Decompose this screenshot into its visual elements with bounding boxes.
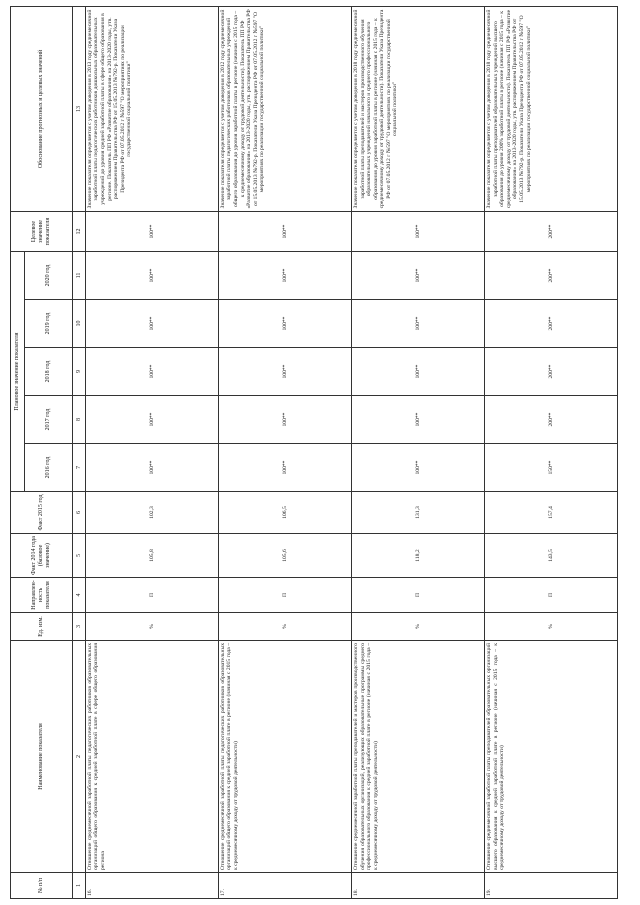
row-value-2020: 100** <box>351 252 484 300</box>
row-value-2018: 100** <box>351 348 484 396</box>
row-rationale: Значение показателя определяется с учетом доведения в 2012 году среднемесячной заработной платы педагогических работников образовательных учреждений общего образования до уровня заработной платы в регионе (начиная с 2015 года – к среднемесячному доходу от трудовой деятельности). Показатель ПП РФ «Развитие образования» на 2013-2020 годы, утв. распоряжением Правительства РФ от 15.05.2013 №792-р. Показатели Указа Президента РФ от 07.05.2012 г №597 "О мероприятиях по реализации государственной социальной политики" <box>218 7 351 212</box>
row-fact-2015: 157,4 <box>484 492 617 534</box>
column-number: 4 <box>73 578 86 613</box>
column-number-row <box>73 7 86 899</box>
row-value-2018: 200** <box>484 348 617 396</box>
header-name: Наименование показателя <box>11 641 73 873</box>
header-year: 2017 год <box>25 396 73 444</box>
column-number: 10 <box>73 300 86 348</box>
row-direction: П <box>351 578 484 613</box>
table-row <box>351 7 484 899</box>
row-value-2019: 100** <box>218 300 351 348</box>
row-fact-2014: 118,2 <box>351 534 484 578</box>
row-num: 19. <box>484 873 617 899</box>
column-number: 11 <box>73 252 86 300</box>
row-value-2017: 100** <box>351 396 484 444</box>
header-target: Целевое значение показателя <box>11 212 73 252</box>
table-row <box>484 7 617 899</box>
column-number: 2 <box>73 641 86 873</box>
header-num: № п/п <box>11 873 73 899</box>
column-number: 5 <box>73 534 86 578</box>
row-value-2018: 100** <box>85 348 218 396</box>
row-value-2020: 100** <box>85 252 218 300</box>
column-number: 13 <box>73 7 86 212</box>
row-num: 18. <box>351 873 484 899</box>
column-number: 12 <box>73 212 86 252</box>
table-row <box>218 7 351 899</box>
row-unit: % <box>85 613 218 641</box>
column-number: 1 <box>73 873 86 899</box>
column-number: 3 <box>73 613 86 641</box>
row-unit: % <box>351 613 484 641</box>
row-value-2016: 100** <box>218 444 351 492</box>
row-num: 16. <box>85 873 218 899</box>
column-number: 9 <box>73 348 86 396</box>
row-value-2017: 100** <box>218 396 351 444</box>
row-target: 100** <box>218 212 351 252</box>
table-body <box>73 7 618 899</box>
column-number: 8 <box>73 396 86 444</box>
row-value-2016: 100** <box>85 444 218 492</box>
header-rationale: Обоснование прогнозных и целевых значений <box>11 7 73 212</box>
header-fact-2014: Факт 2014 года (базовое значение) <box>11 534 73 578</box>
header-planned-group: Плановое значение показателя <box>11 252 25 492</box>
row-value-2019: 200** <box>484 300 617 348</box>
row-value-2017: 200** <box>484 396 617 444</box>
row-indicator-name: Отношение среднемесячной заработной платы педагогических работников образовательных организаций общего образования к средней заработной плате в регионе (начиная с 2015 года – к среднемесячному доходу от трудовой деятельности) <box>218 641 351 873</box>
row-value-2019: 100** <box>351 300 484 348</box>
row-fact-2015: 131,3 <box>351 492 484 534</box>
indicators-table <box>10 6 618 899</box>
row-value-2019: 100** <box>85 300 218 348</box>
row-rationale: Значение показателя определяется с учетом доведения в 2018 году среднемесячной заработной платы преподавателей образовательных учреждений высшего образования до уровня 200% заработной платы в регионе (начиная с 2015 года – к среднемесячному доходу от трудовой деятельности). Показатель ПП РФ «Развитие образования» на 2013-2020 годы, утв. распоряжением Правительства РФ от 15.05.2013 №792-р. Показатели Указа Президента РФ от 07.05.2012 г №597 "О мероприятиях по реализации государственной социальной политики" <box>484 7 617 212</box>
row-value-2020: 200** <box>484 252 617 300</box>
row-fact-2015: 106,5 <box>218 492 351 534</box>
row-num: 17. <box>218 873 351 899</box>
row-indicator-name: Отношение среднемесячной заработной платы преподавателей образовательных организаций высшего образования к средней заработной плате в регионе (начиная с 2015 года – к среднемесячному доходу от трудовой деятельности) <box>484 641 617 873</box>
header-fact-2015: Факт 2015 год <box>11 492 73 534</box>
column-number: 7 <box>73 444 86 492</box>
row-target: 200** <box>484 212 617 252</box>
row-fact-2014: 105,8 <box>85 534 218 578</box>
row-unit: % <box>218 613 351 641</box>
header-year: 2019 год <box>25 300 73 348</box>
column-number: 6 <box>73 492 86 534</box>
row-fact-2014: 143,5 <box>484 534 617 578</box>
header-year: 2016 год <box>25 444 73 492</box>
row-value-2016: 100** <box>351 444 484 492</box>
row-value-2020: 100** <box>218 252 351 300</box>
row-fact-2015: 102,3 <box>85 492 218 534</box>
row-indicator-name: Отношение среднемесячной заработной платы педагогических работников образовательных организаций общего образования к средней заработной плате в сфере общего образования региона <box>85 641 218 873</box>
row-value-2017: 100** <box>85 396 218 444</box>
row-direction: П <box>484 578 617 613</box>
row-direction: П <box>218 578 351 613</box>
row-rationale: Значение показателя определяется с учетом доведения в 2013 году среднемесячной заработной платы педагогических работников дошкольных образовательных учреждений до уровня средней заработной платы в сфере общего образования в регионе. Показатель ПП РФ «Развитие образования» на 2013-2020 годы, утв. распоряжением Правительства РФ от 15.05.2013 №792-р. Показатели Указа Президента РФ от 07.05.2012 г №597 "О мероприятиях по реализации государственной социальной политики" <box>85 7 218 212</box>
header-year: 2018 год <box>25 348 73 396</box>
table-row <box>85 7 218 899</box>
header-year: 2020 год <box>25 252 73 300</box>
row-target: 100** <box>351 212 484 252</box>
row-target: 100** <box>85 212 218 252</box>
row-direction: П <box>85 578 218 613</box>
header-unit: Ед. изм. <box>11 613 73 641</box>
row-unit: % <box>484 613 617 641</box>
row-fact-2014: 105,6 <box>218 534 351 578</box>
row-rationale: Значение показателя определяется с учетом доведения в 2018 году среднемесячной заработной платы преподавателей и мастеров производственного обучения образовательных учреждений начального и среднего профессионального образования до уровня заработной платы в регионе (начиная с 2015 года – к среднемесячному доходу от трудовой деятельности). Показатели Указа Президента РФ от 07.05.2012 г №597 "О мероприятиях по реализации государственной социальной политики" <box>351 7 484 212</box>
row-value-2018: 100** <box>218 348 351 396</box>
row-indicator-name: Отношение среднемесячной заработной платы преподавателей и мастеров производственного обучения образовательных организаций, реализующих образовательные программы среднего профессионального образования к средней заработной плате в регионе (начиная с 2015 года – к среднемесячному доходу от трудовой деятельности) <box>351 641 484 873</box>
header-direction: Направлен-ность показателя <box>11 578 73 613</box>
row-value-2016: 150** <box>484 444 617 492</box>
table-header <box>11 7 73 899</box>
